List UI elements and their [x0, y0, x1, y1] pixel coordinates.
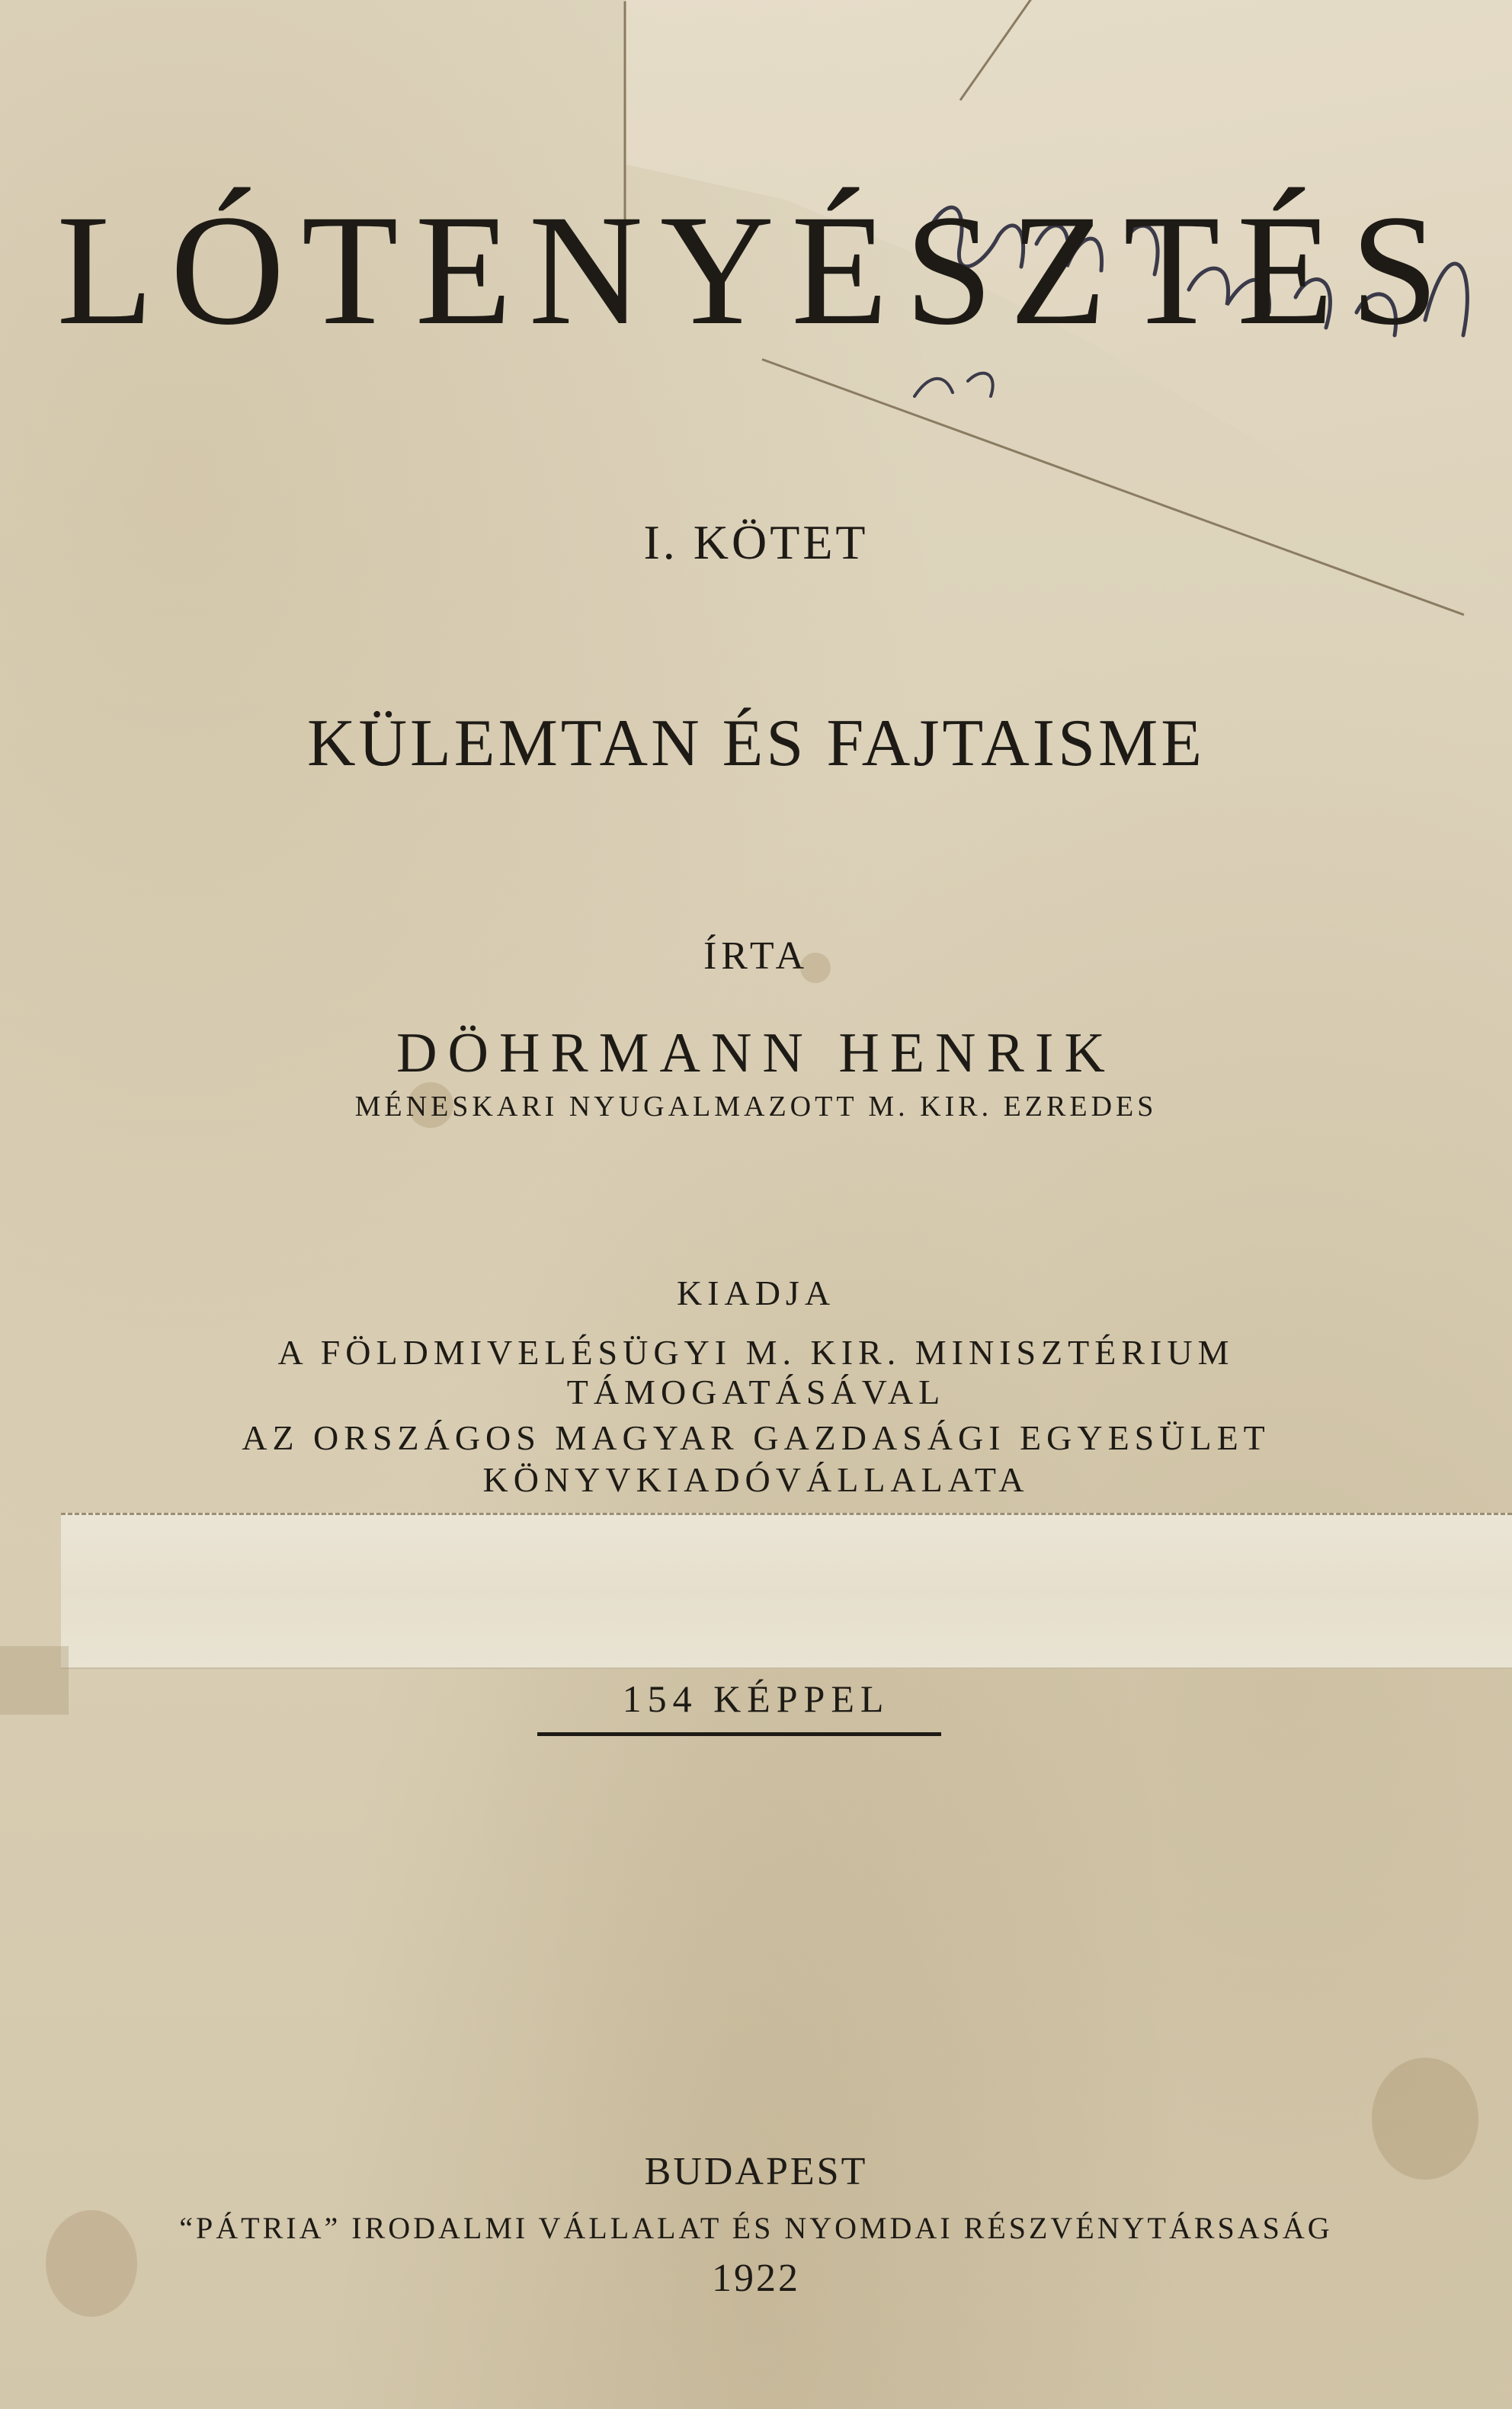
written-by-label: ÍRTA — [703, 934, 809, 978]
volume-label: I. KÖTET — [643, 515, 869, 569]
repair-tape-strip — [61, 1513, 1512, 1669]
publisher-line: AZ ORSZÁGOS MAGYAR GAZDASÁGI EGYESÜLET — [242, 1418, 1270, 1457]
publisher-line: KÖNYVKIADÓVÁLLALATA — [482, 1460, 1030, 1499]
publication-city: BUDAPEST — [644, 2150, 868, 2193]
book-title: LÓTENYÉSZTÉS — [56, 182, 1456, 357]
author-title: MÉNESKARI NYUGALMAZOTT M. KIR. EZREDES — [354, 1091, 1158, 1123]
book-subtitle: KÜLEMTAN ÉS FAJTAISME — [306, 706, 1206, 780]
publisher-line: A FÖLDMIVELÉSÜGYI M. KIR. MINISZTÉRIUM — [277, 1333, 1235, 1372]
pictures-count: 154 KÉPPEL — [622, 1677, 890, 1720]
publication-year: 1922 — [712, 2257, 800, 2300]
author-name: DÖHRMANN HENRIK — [396, 1022, 1116, 1084]
divider-rule — [537, 1732, 941, 1736]
printer-name: “PÁTRIA” IRODALMI VÁLLALAT ÉS NYOMDAI RÉSZVÉNYTÁRSASÁG — [179, 2211, 1333, 2245]
publisher-line: TÁMOGATÁSÁVAL — [566, 1373, 946, 1411]
publisher-line: KIADJA — [676, 1273, 836, 1312]
